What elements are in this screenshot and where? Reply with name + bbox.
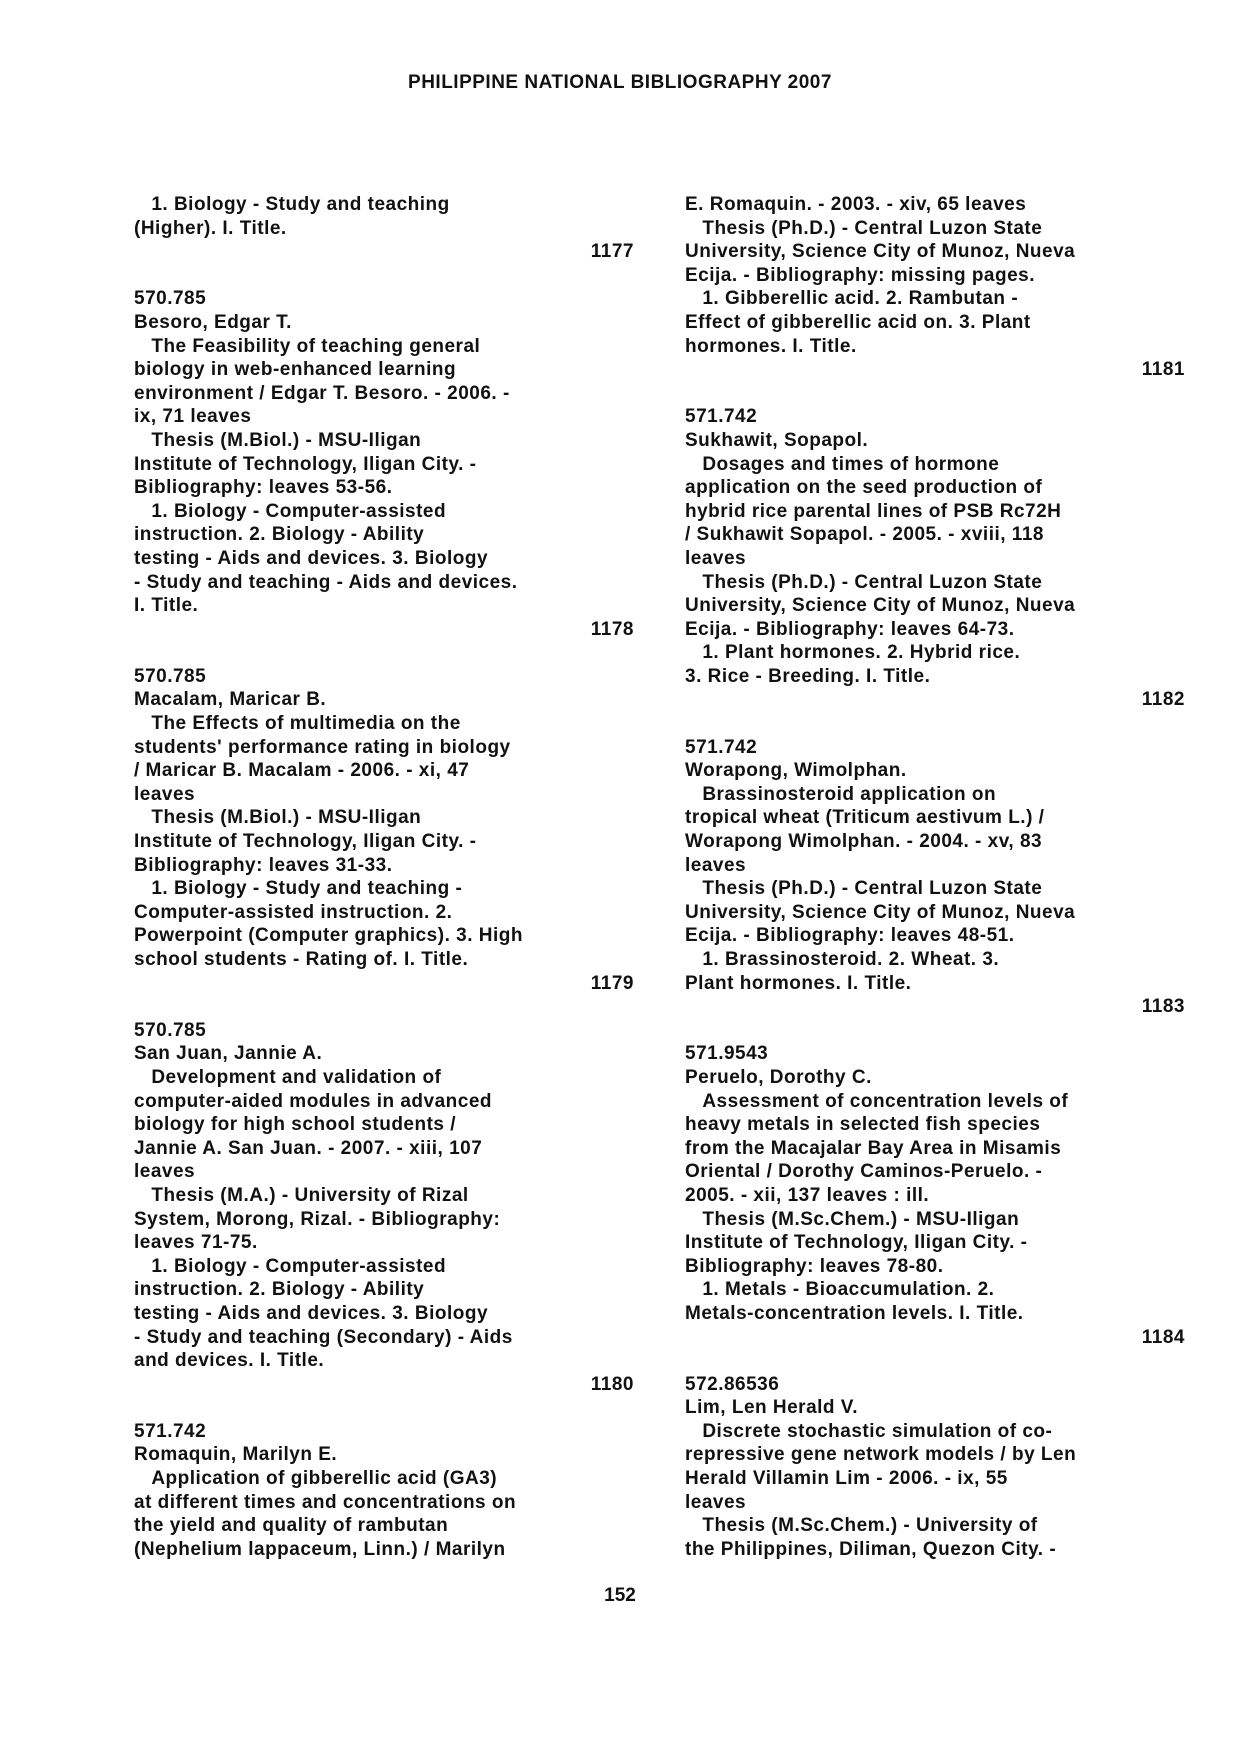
bibliography-line: Plant hormones. I. Title.: [685, 972, 912, 994]
bibliography-line: Bibliography: leaves 53-56.: [134, 477, 393, 499]
bibliography-line: Thesis (M.Biol.) - MSU-Iligan: [134, 807, 422, 829]
bibliography-line: instruction. 2. Biology - Ability: [134, 524, 425, 546]
bibliography-line: Application of gibberellic acid (GA3): [134, 1468, 498, 1490]
bibliography-line: 570.785: [134, 288, 207, 310]
spacer-line: [134, 264, 634, 288]
bibliography-line: 570.785: [134, 665, 207, 687]
entry-number: 1181: [1141, 359, 1185, 381]
entry-number: 1182: [1141, 689, 1185, 711]
bibliography-line: heavy metals in selected fish species: [685, 1114, 1041, 1136]
spacer-line: [685, 1019, 1185, 1043]
bibliography-line: leaves: [685, 1491, 747, 1513]
spacer-line: [685, 382, 1185, 406]
bibliography-line: instruction. 2. Biology - Ability: [134, 1279, 425, 1301]
bibliography-line: University, Science City of Munoz, Nueva: [685, 901, 1076, 923]
bibliography-line: leaves 71-75.: [134, 1232, 258, 1254]
bibliography-line: Worapong Wimolphan. - 2004. - xv, 83: [685, 831, 1043, 853]
bibliography-line: Assessment of concentration levels of: [685, 1090, 1069, 1112]
bibliography-line: Peruelo, Dorothy C.: [685, 1066, 872, 1088]
bibliography-line: Thesis (Ph.D.) - Central Luzon State: [685, 217, 1043, 239]
bibliography-line: ix, 71 leaves: [134, 406, 252, 428]
bibliography-line: Besoro, Edgar T.: [134, 311, 292, 333]
entry-number: 1177: [590, 241, 634, 263]
bibliography-line: The Effects of multimedia on the: [134, 713, 461, 735]
bibliography-line: Romaquin, Marilyn E.: [134, 1444, 338, 1466]
bibliography-line: Thesis (Ph.D.) - Central Luzon State: [685, 878, 1043, 900]
bibliography-line: Oriental / Dorothy Caminos-Peruelo. -: [685, 1161, 1043, 1183]
bibliography-line: University, Science City of Munoz, Nueva: [685, 595, 1076, 617]
bibliography-line: and devices. I. Title.: [134, 1350, 325, 1372]
spacer-line: [685, 712, 1185, 736]
bibliography-line: 572.86536: [685, 1373, 780, 1395]
bibliography-line: biology for high school students /: [134, 1114, 457, 1136]
bibliography-line: 571.742: [134, 1420, 207, 1442]
bibliography-line: Computer-assisted instruction. 2.: [134, 901, 453, 923]
bibliography-line: the Philippines, Diliman, Quezon City. -: [685, 1538, 1057, 1560]
bibliography-line: repressive gene network models / by Len: [685, 1444, 1077, 1466]
bibliography-line: Thesis (M.Sc.Chem.) - University of: [685, 1515, 1038, 1537]
spacer-line: [134, 995, 634, 1019]
bibliography-line: Development and validation of: [134, 1066, 442, 1088]
bibliography-line: Thesis (M.A.) - University of Rizal: [134, 1184, 469, 1206]
spacer-line: [134, 641, 634, 665]
bibliography-line: at different times and concentrations on: [134, 1491, 517, 1513]
spacer-line: [134, 1396, 634, 1420]
bibliography-line: Thesis (M.Biol.) - MSU-Iligan: [134, 429, 422, 451]
bibliography-line: environment / Edgar T. Besoro. - 2006. -: [134, 382, 510, 404]
bibliography-line: I. Title.: [134, 595, 199, 617]
bibliography-line: Discrete stochastic simulation of co-: [685, 1420, 1053, 1442]
bibliography-line: Ecija. - Bibliography: missing pages.: [685, 264, 1036, 286]
bibliography-line: Jannie A. San Juan. - 2007. - xiii, 107: [134, 1137, 483, 1159]
bibliography-line: leaves: [685, 854, 747, 876]
bibliography-line: Powerpoint (Computer graphics). 3. High: [134, 925, 523, 947]
bibliography-line: 1. Biology - Study and teaching -: [134, 878, 463, 900]
entry-number: 1178: [590, 618, 634, 640]
bibliography-line: Herald Villamin Lim - 2006. - ix, 55: [685, 1468, 1008, 1490]
bibliography-line: the yield and quality of rambutan: [134, 1515, 449, 1537]
bibliography-line: Metals-concentration levels. I. Title.: [685, 1302, 1024, 1324]
bibliography-line: Institute of Technology, Iligan City. -: [134, 831, 477, 853]
bibliography-line: University, Science City of Munoz, Nueva: [685, 241, 1076, 263]
bibliography-line: testing - Aids and devices. 3. Biology: [134, 547, 489, 569]
bibliography-line: / Sukhawit Sopapol. - 2005. - xviii, 118: [685, 524, 1044, 546]
bibliography-line: (Nephelium lappaceum, Linn.) / Marilyn: [134, 1538, 506, 1560]
bibliography-line: - Study and teaching (Secondary) - Aids: [134, 1326, 513, 1348]
bibliography-line: leaves: [134, 783, 196, 805]
entry-number: 1183: [1141, 996, 1185, 1018]
bibliography-line: biology in web-enhanced learning: [134, 359, 457, 381]
bibliography-line: school students - Rating of. I. Title.: [134, 949, 469, 970]
bibliography-line: 571.9543: [685, 1043, 769, 1065]
bibliography-line: Institute of Technology, Iligan City. -: [134, 453, 477, 475]
bibliography-line: from the Macajalar Bay Area in Misamis: [685, 1137, 1062, 1159]
bibliography-line: Bibliography: leaves 78-80.: [685, 1255, 944, 1277]
bibliography-line: 1. Plant hormones. 2. Hybrid rice.: [685, 642, 1021, 664]
page-number: 152: [604, 1585, 636, 1606]
bibliography-line: 1. Gibberellic acid. 2. Rambutan -: [685, 288, 1019, 310]
bibliography-line: tropical wheat (Triticum aestivum L.) /: [685, 807, 1045, 829]
bibliography-line: hormones. I. Title.: [685, 335, 857, 357]
bibliography-line: 1. Metals - Bioaccumulation. 2.: [685, 1279, 995, 1301]
bibliography-line: 3. Rice - Breeding. I. Title.: [685, 665, 931, 687]
bibliography-line: leaves: [685, 547, 747, 569]
bibliography-line: Ecija. - Bibliography: leaves 64-73.: [685, 618, 1015, 640]
bibliography-line: System, Morong, Rizal. - Bibliography:: [134, 1208, 501, 1230]
bibliography-line: E. Romaquin. - 2003. - xiv, 65 leaves: [685, 194, 1027, 215]
bibliography-line: students' performance rating in biology: [134, 736, 511, 758]
bibliography-line: 1. Biology - Computer-assisted: [134, 500, 447, 522]
bibliography-line: hybrid rice parental lines of PSB Rc72H: [685, 500, 1062, 522]
bibliography-line: 1. Biology - Computer-assisted: [134, 1255, 447, 1277]
entry-number: 1184: [1141, 1326, 1185, 1348]
bibliography-line: 571.742: [685, 406, 758, 428]
entry-number: 1179: [590, 972, 634, 994]
bibliography-line: 570.785: [134, 1019, 207, 1041]
bibliography-line: Brassinosteroid application on: [685, 783, 997, 805]
bibliography-line: Macalam, Maricar B.: [134, 689, 327, 711]
bibliography-line: San Juan, Jannie A.: [134, 1043, 323, 1065]
bibliography-line: Sukhawit, Sopapol.: [685, 429, 869, 451]
left-column: [134, 193, 634, 1561]
entry-number: 1180: [590, 1373, 634, 1395]
bibliography-line: Lim, Len Herald V.: [685, 1397, 859, 1419]
right-column: [685, 193, 1185, 1561]
bibliography-line: computer-aided modules in advanced: [134, 1090, 493, 1112]
bibliography-line: 1. Brassinosteroid. 2. Wheat. 3.: [685, 949, 1000, 970]
bibliography-line: Institute of Technology, Iligan City. -: [685, 1232, 1028, 1254]
bibliography-line: - Study and teaching - Aids and devices.: [134, 571, 518, 593]
bibliography-line: 571.742: [685, 736, 758, 758]
bibliography-line: 1. Biology - Study and teaching: [134, 194, 450, 215]
bibliography-line: Thesis (M.Sc.Chem.) - MSU-Iligan: [685, 1208, 1020, 1230]
bibliography-line: The Feasibility of teaching general: [134, 335, 481, 357]
bibliography-line: Dosages and times of hormone: [685, 453, 1000, 475]
bibliography-line: application on the seed production of: [685, 477, 1043, 499]
bibliography-line: Bibliography: leaves 31-33.: [134, 854, 393, 876]
bibliography-line: Effect of gibberellic acid on. 3. Plant: [685, 311, 1031, 333]
bibliography-line: leaves: [134, 1161, 196, 1183]
bibliography-line: Thesis (Ph.D.) - Central Luzon State: [685, 571, 1043, 593]
spacer-line: [685, 1349, 1185, 1373]
bibliography-line: / Maricar B. Macalam - 2006. - xi, 47: [134, 760, 470, 782]
bibliography-line: Ecija. - Bibliography: leaves 48-51.: [685, 925, 1015, 947]
bibliography-line: 2005. - xii, 137 leaves : ill.: [685, 1184, 930, 1206]
bibliography-line: (Higher). I. Title.: [134, 217, 287, 239]
page-header: PHILIPPINE NATIONAL BIBLIOGRAPHY 2007: [408, 72, 832, 93]
bibliography-line: Worapong, Wimolphan.: [685, 760, 907, 782]
bibliography-line: testing - Aids and devices. 3. Biology: [134, 1302, 489, 1324]
